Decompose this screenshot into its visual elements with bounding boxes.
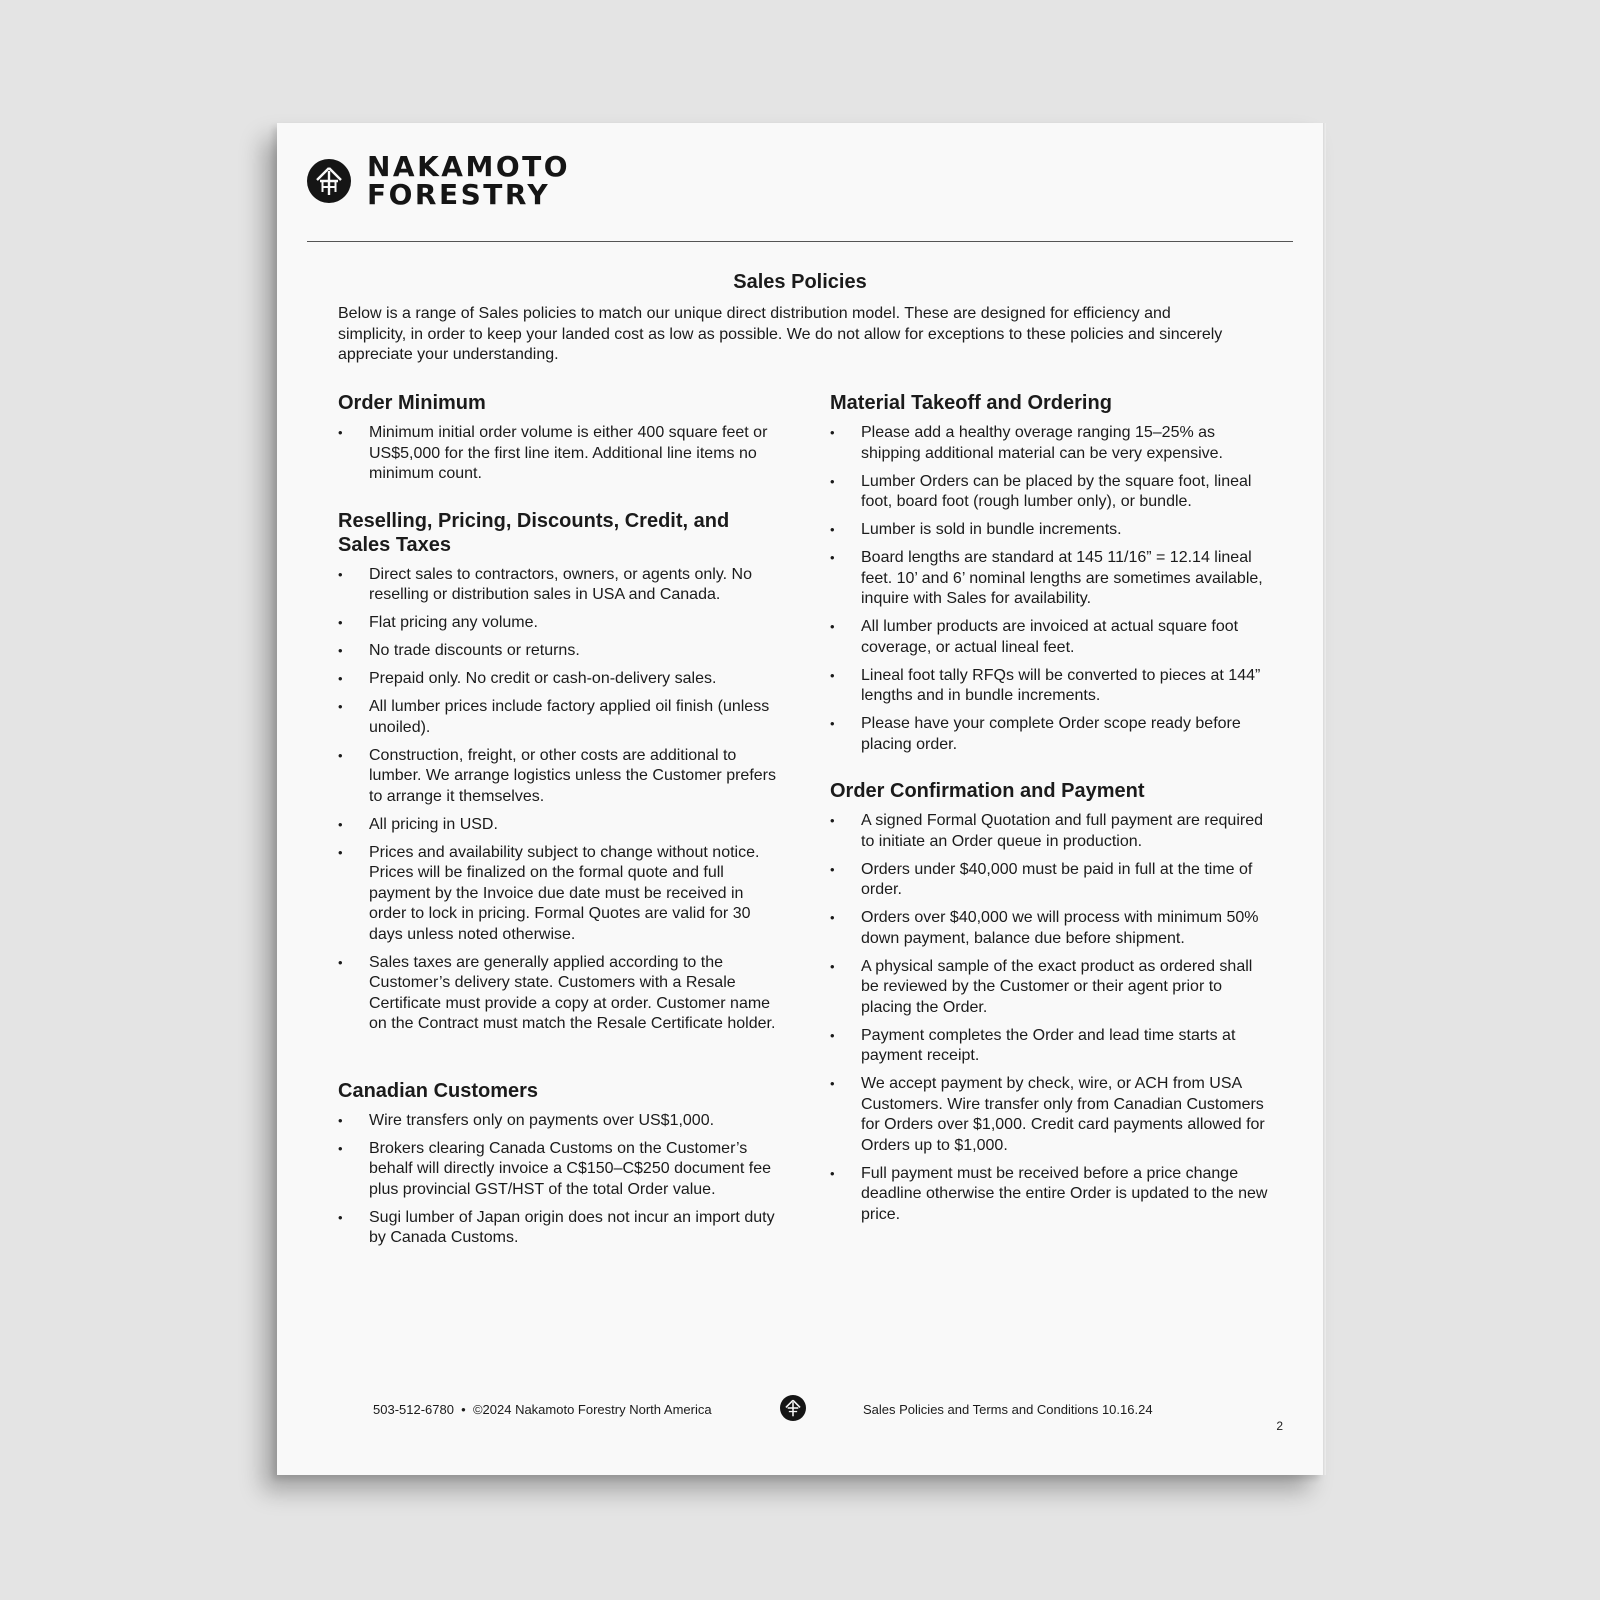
list-item: • Prices and availability subject to change without notice. Prices will be finalized on the formal quote and full payment by the Invoice due date must be received in order to lock in pricing. Formal Quotes are valid for 30 days unless noted otherwise. [338,843,778,946]
right-column [830,391,1270,1233]
list-item: • Lumber is sold in bundle increments. [830,520,1270,541]
list-item: • Prepaid only. No credit or cash-on-delivery sales. [338,669,778,690]
list-item: • Please have your complete Order scope ready before placing order. [830,714,1270,755]
policy-list [338,565,778,1035]
list-item: • Lumber Orders can be placed by the square foot, lineal foot, board foot (rough lumber only), or bundle. [830,472,1270,513]
brand-line-1: NAKAMOTO [367,150,571,183]
list-item: • A signed Formal Quotation and full payment are required to initiate an Order queue in production. [830,811,1270,852]
list-item: • Construction, freight, or other costs are additional to lumber. We arrange logistics unless the Customer prefers to arrange it themselves. [338,746,778,808]
list-item: • Sugi lumber of Japan origin does not incur an import duty by Canada Customs. [338,1208,778,1249]
list-item: • Lineal foot tally RFQs will be converted to pieces at 144” lengths and in bundle increments. [830,666,1270,707]
list-item: • No trade discounts or returns. [338,641,778,662]
list-item: • Please add a healthy overage ranging 15–25% as shipping additional material can be very expensive. [830,423,1270,464]
list-item: • Brokers clearing Canada Customs on the Customer’s behalf will directly invoice a C$150–C$250 document fee plus provincial GST/HST of the total Order value. [338,1139,778,1201]
list-item: • All lumber prices include factory applied oil finish (unless unoiled). [338,697,778,738]
left-column [338,391,778,1256]
intro-paragraph: Below is a range of Sales policies to match our unique direct distribution model. These are designed for efficiency and simplicity, in order to keep your landed cost as low as possible. We do not allow for exceptions to these policies and sincerely appreciate your understanding. [338,305,1223,363]
footer-logo-icon [780,1395,806,1421]
list-item: • Payment completes the Order and lead time starts at payment receipt. [830,1026,1270,1067]
company-logo [307,150,571,211]
list-item: • Board lengths are standard at 145 11/16” = 12.14 lineal feet. 10’ and 6’ nominal lengths are sometimes available, inquire with Sales for availability. [830,548,1270,610]
policy-list [830,423,1270,755]
section-reselling-pricing [338,509,778,1035]
footer-doc-title: Sales Policies and Terms and Conditions 10.16.24 [863,1402,1153,1417]
list-item: • All pricing in USD. [338,815,778,836]
list-item: • Direct sales to contractors, owners, or agents only. No reselling or distribution sales in USA and Canada. [338,565,778,606]
page-title: Sales Policies [733,271,867,293]
list-item: • Sales taxes are generally applied according to the Customer’s delivery state. Customers with a Resale Certificate must provide a copy at order. Customer name on the Contract must match the Resale Certificate holder. [338,953,778,1035]
list-item: • Orders under $40,000 must be paid in full at the time of order. [830,860,1270,901]
section-heading: Order Confirmation and Payment [830,780,1145,802]
list-item: • Flat pricing any volume. [338,613,778,634]
section-order-confirmation [830,779,1270,1225]
policy-list [338,423,778,485]
list-item: • All lumber products are invoiced at actual square foot coverage, or actual lineal feet. [830,617,1270,658]
section-heading: Material Takeoff and Ordering [830,392,1112,414]
page-number: 2 [1276,1419,1283,1433]
list-item: • Wire transfers only on payments over US$1,000. [338,1111,778,1132]
brand-line-2: FORESTRY [367,178,551,211]
footer-contact: 503-512-6780 • ©2024 Nakamoto Forestry North America [373,1402,712,1417]
section-heading: Canadian Customers [338,1079,539,1102]
policy-list [830,811,1270,1225]
list-item: • Minimum initial order volume is either 400 square feet or US$5,000 for the first line item. Additional line items no minimum count. [338,423,778,485]
list-item: • A physical sample of the exact product as ordered shall be reviewed by the Customer or their agent prior to placing the Order. [830,957,1270,1019]
list-item: • We accept payment by check, wire, or ACH from USA Customers. Wire transfer only from Canadian Customers for Orders over $1,000. Credit card payments allowed for Orders up to $1,000. [830,1074,1270,1156]
section-heading: Reselling, Pricing, Discounts, Credit, and Sales Taxes [338,509,730,556]
page-footer [277,1395,1323,1425]
list-item: • Orders over $40,000 we will process with minimum 50% down payment, balance due before shipment. [830,908,1270,949]
policy-list [338,1111,778,1249]
section-heading: Order Minimum [338,392,486,414]
document-page [277,123,1323,1475]
section-material-takeoff [830,391,1270,755]
list-item: • Full payment must be received before a price change deadline otherwise the entire Order is updated to the new price. [830,1164,1270,1226]
header-divider [307,241,1293,242]
company-wordmark [367,150,571,211]
section-canadian-customers [338,1079,778,1249]
section-order-minimum [338,391,778,485]
logo-mark-icon [307,159,351,203]
